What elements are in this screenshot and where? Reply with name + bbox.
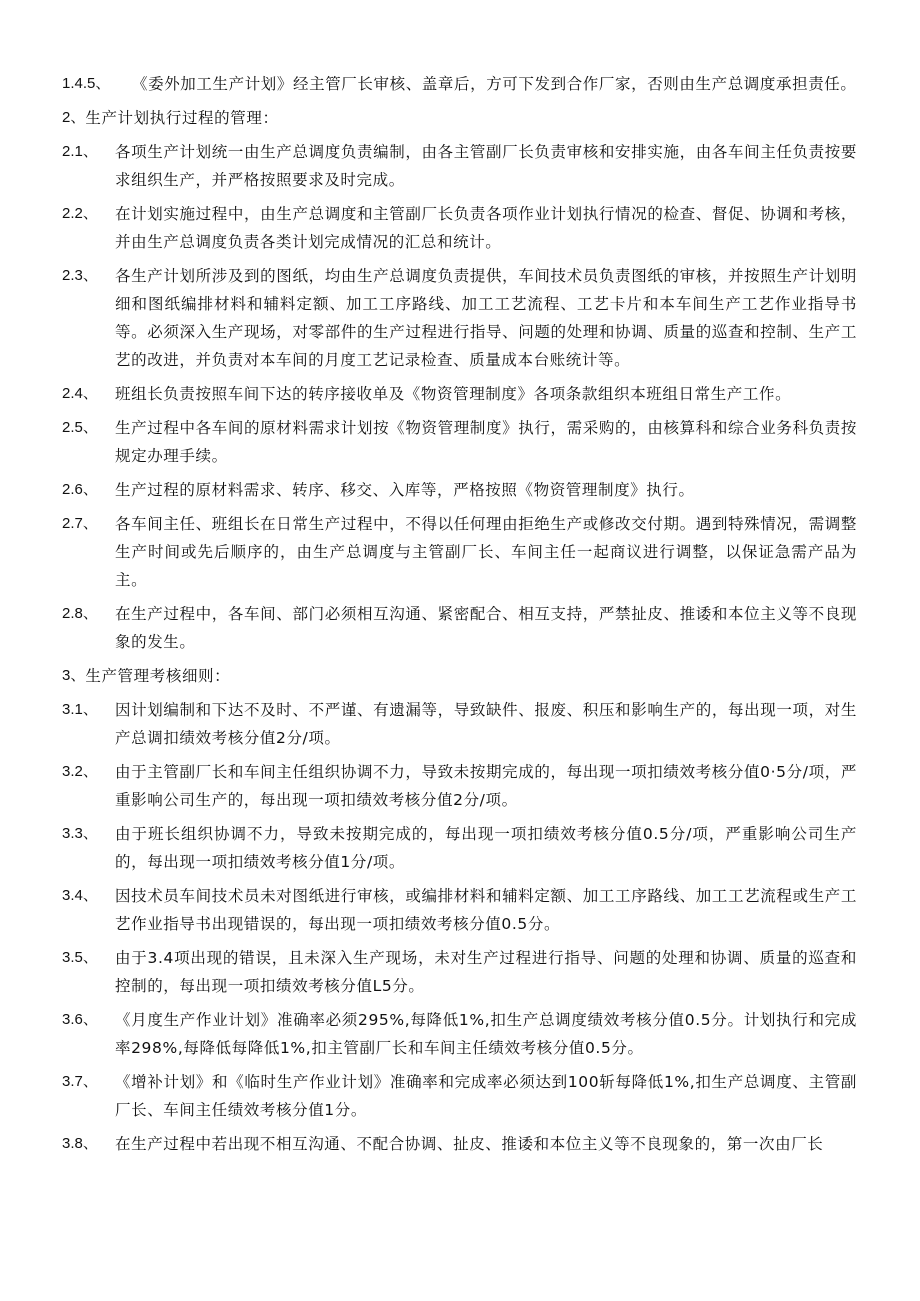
paragraph-number: 2.5、 bbox=[62, 419, 98, 436]
section-number: 2、 bbox=[62, 109, 86, 126]
paragraph-number: 3.3、 bbox=[62, 825, 98, 842]
paragraph-3-1 bbox=[62, 696, 857, 752]
paragraph-text: 因计划编制和下达不及时、不严谨、有遗漏等，导致缺件、报废、积压和影响生产的，每出现一项，对生产总调扣绩效考核分值2分/项。 bbox=[115, 701, 857, 747]
paragraph-number: 3.1、 bbox=[62, 701, 98, 718]
paragraph-text: 各车间主任、班组长在日常生产过程中，不得以任何理由拒绝生产或修改交付期。遇到特殊情况，需调整生产时间或先后顺序的，由生产总调度与主管副厂长、车间主任一起商议进行调整，以保证急需产品为主。 bbox=[115, 515, 857, 589]
paragraph-number: 2.6、 bbox=[62, 481, 98, 498]
paragraph-number: 3.4、 bbox=[62, 887, 98, 904]
paragraph-number: 3.8、 bbox=[62, 1135, 98, 1152]
paragraph-number: 2.4、 bbox=[62, 385, 98, 402]
paragraph-2-6 bbox=[62, 476, 857, 504]
paragraph-2-1 bbox=[62, 138, 857, 194]
section-heading-2 bbox=[62, 104, 857, 132]
paragraph-text: 《月度生产作业计划》准确率必须295%,每降低1%,扣生产总调度绩效考核分值0.5分。计划执行和完成率298%,每降低每降低1%,扣主管副厂长和车间主任绩效考核分值0.5分。 bbox=[115, 1011, 857, 1057]
paragraph-number: 2.8、 bbox=[62, 605, 98, 622]
paragraph-text: 在计划实施过程中，由生产总调度和主管副厂长负责各项作业计划执行情况的检查、督促、协调和考核，并由生产总调度负责各类计划完成情况的汇总和统计。 bbox=[115, 205, 857, 251]
paragraph-text: 各生产计划所涉及到的图纸，均由生产总调度负责提供，车间技术员负责图纸的审核，并按照生产计划明细和图纸编排材料和辅料定额、加工工序路线、加工工艺流程、工艺卡片和本车间生产工艺作业指导书等。必须深入生产现场，对零部件的生产过程进行指导、问题的处理和协调、质量的巡查和控制、生产工艺的改进，并负责对本车间的月度工艺记录检查、质量成本台账统计等。 bbox=[115, 267, 857, 369]
paragraph-text: 班组长负责按照车间下达的转序接收单及《物资管理制度》各项条款组织本班组日常生产工作。 bbox=[115, 385, 792, 403]
paragraph-number: 2.1、 bbox=[62, 143, 98, 160]
paragraph-number: 2.7、 bbox=[62, 515, 98, 532]
paragraph-text: 由于班长组织协调不力，导致未按期完成的，每出现一项扣绩效考核分值0.5分/项，严重影响公司生产的，每出现一项扣绩效考核分值1分/项。 bbox=[115, 825, 857, 871]
paragraph-number: 3.7、 bbox=[62, 1073, 98, 1090]
paragraph-number: 1.4.5、 bbox=[62, 75, 111, 92]
paragraph-number: 3.5、 bbox=[62, 949, 98, 966]
paragraph-3-6 bbox=[62, 1006, 857, 1062]
paragraph-number: 2.2、 bbox=[62, 205, 98, 222]
paragraph-3-4 bbox=[62, 882, 857, 938]
paragraph-text: 因技术员车间技术员未对图纸进行审核，或编排材料和辅料定额、加工工序路线、加工工艺流程或生产工艺作业指导书出现错误的，每出现一项扣绩效考核分值0.5分。 bbox=[115, 887, 857, 933]
paragraph-text: 生产过程的原材料需求、转序、移交、入库等，严格按照《物资管理制度》执行。 bbox=[115, 481, 695, 499]
section-number: 3、 bbox=[62, 667, 86, 684]
paragraph-2-7 bbox=[62, 510, 857, 594]
paragraph-text: 在生产过程中若出现不相互沟通、不配合协调、扯皮、推诿和本位主义等不良现象的，第一次由厂长 bbox=[115, 1135, 824, 1153]
section-heading-3 bbox=[62, 662, 857, 690]
paragraph-number: 2.3、 bbox=[62, 267, 98, 284]
paragraph-text: 由于3.4项出现的错误，且未深入生产现场，未对生产过程进行指导、问题的处理和协调、质量的巡查和控制的，每出现一项扣绩效考核分值L5分。 bbox=[115, 949, 857, 995]
section-title: 生产计划执行过程的管理： bbox=[85, 109, 279, 127]
paragraph-3-8 bbox=[62, 1130, 857, 1158]
paragraph-2-8 bbox=[62, 600, 857, 656]
paragraph-text: 由于主管副厂长和车间主任组织协调不力，导致未按期完成的，每出现一项扣绩效考核分值0·5分/项，严重影响公司生产的，每出现一项扣绩效考核分值2分/项。 bbox=[115, 763, 857, 809]
paragraph-text: 《增补计划》和《临时生产作业计划》准确率和完成率必须达到100斩每降低1%,扣生产总调度、主管副厂长、车间主任绩效考核分值1分。 bbox=[115, 1073, 857, 1119]
paragraph-text: 《委外加工生产计划》经主管厂长审核、盖章后，方可下发到合作厂家，否则由生产总调度承担责任。 bbox=[132, 75, 857, 93]
paragraph-3-5 bbox=[62, 944, 857, 1000]
paragraph-text: 在生产过程中，各车间、部门必须相互沟通、紧密配合、相互支持，严禁扯皮、推诿和本位主义等不良现象的发生。 bbox=[115, 605, 857, 651]
paragraph-number: 3.6、 bbox=[62, 1011, 98, 1028]
paragraph-3-3 bbox=[62, 820, 857, 876]
paragraph-3-2 bbox=[62, 758, 857, 814]
paragraph-2-2 bbox=[62, 200, 857, 256]
paragraph-1-4-5 bbox=[62, 70, 857, 98]
paragraph-number: 3.2、 bbox=[62, 763, 98, 780]
section-title: 生产管理考核细则： bbox=[85, 667, 231, 685]
paragraph-text: 生产过程中各车间的原材料需求计划按《物资管理制度》执行，需采购的，由核算科和综合业务科负责按规定办理手续。 bbox=[115, 419, 857, 465]
paragraph-2-4 bbox=[62, 380, 857, 408]
paragraph-3-7 bbox=[62, 1068, 857, 1124]
paragraph-2-5 bbox=[62, 414, 857, 470]
paragraph-text: 各项生产计划统一由生产总调度负责编制，由各主管副厂长负责审核和安排实施，由各车间主任负责按要求组织生产，并严格按照要求及时完成。 bbox=[115, 143, 857, 189]
paragraph-2-3 bbox=[62, 262, 857, 374]
document-page bbox=[62, 70, 857, 1164]
